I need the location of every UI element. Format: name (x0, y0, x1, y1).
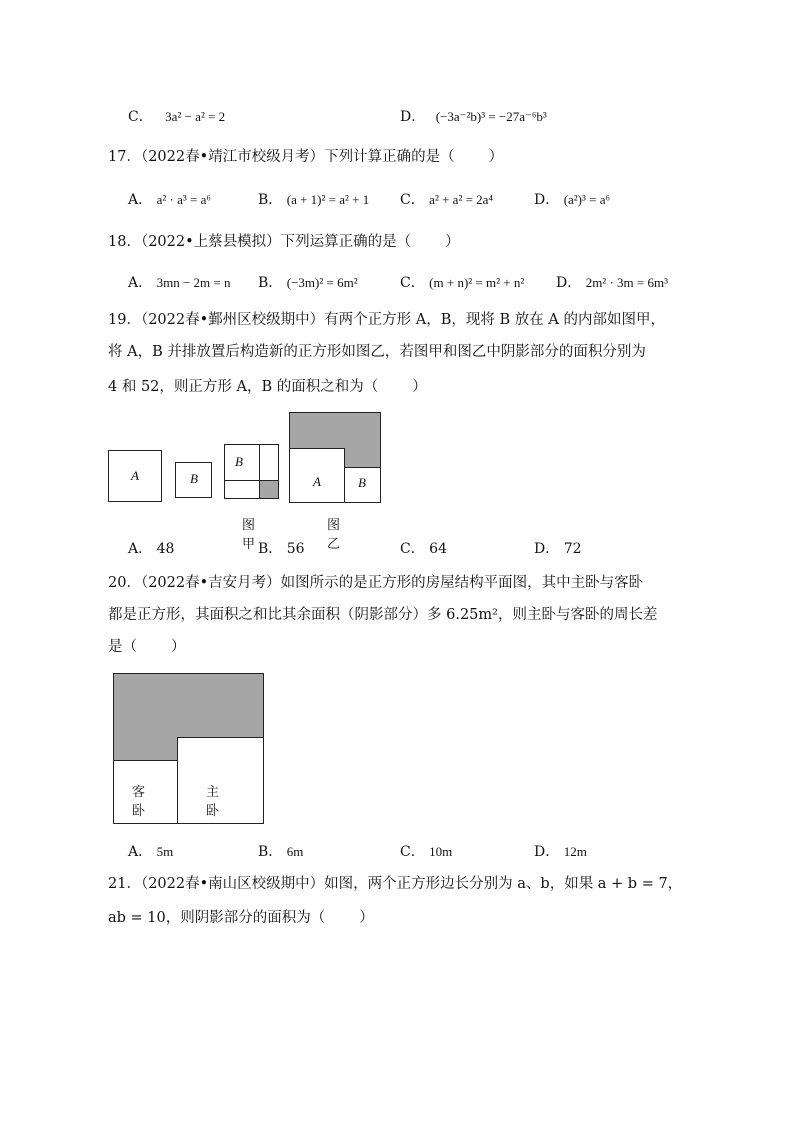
option-label: B． (258, 844, 283, 860)
question-text: 18．（2022•上蔡县模拟）下列运算正确的是（ (108, 234, 412, 250)
answer-paren-close: ） (359, 910, 374, 926)
square-a-label: A (131, 468, 139, 483)
q19-stem-line1: 19．（2022春•鄞州区校级期中）有两个正方形 A，B，现将 B 放在 A 的内部如图甲， (108, 312, 665, 328)
q20-stem-line3 (108, 637, 186, 657)
q19-stem-line3 (108, 377, 427, 397)
figure-yi-caption: 图乙 (327, 518, 341, 552)
option-math: 2m² · 3m = 6m³ (585, 275, 668, 290)
question-text: 4 和 52，则正方形 A，B 的面积之和为（ (108, 379, 379, 395)
figure-jia-divider-v (259, 444, 260, 499)
guest-bedroom (113, 760, 178, 824)
option-label: A． (128, 192, 153, 208)
q16-option-c (128, 107, 225, 127)
option-label: B． (258, 275, 283, 291)
q20-option-a (128, 842, 173, 862)
option-label: B． (258, 541, 283, 557)
q19-option-a (128, 539, 174, 559)
option-value: 10m (429, 844, 453, 859)
option-label: A． (128, 844, 153, 860)
option-label: D． (534, 192, 560, 208)
option-math: (a + 1)² = a² + 1 (286, 192, 370, 207)
option-math: (−3m)² = 6m² (286, 275, 358, 290)
figure-jia-b-label: B (235, 454, 243, 469)
option-math: a² + a² = 2a⁴ (429, 192, 493, 207)
q19-option-b (258, 539, 305, 559)
option-value: 5m (156, 844, 174, 859)
q16-option-d (400, 107, 547, 127)
q17-stem (108, 147, 503, 167)
option-value: 6m (286, 844, 304, 859)
option-label: C． (400, 844, 425, 860)
q18-option-c (400, 273, 524, 293)
answer-paren-close: ） (445, 234, 460, 250)
q17-option-a (128, 190, 211, 210)
option-value: 48 (156, 541, 175, 557)
option-label: A． (128, 275, 153, 291)
q17-option-b (258, 190, 369, 210)
master-bedroom-label: 主卧 (206, 785, 220, 819)
q20-stem-line1: 20．（2022春•吉安月考）如图所示的是正方形的房屋结构平面图，其中主卧与客卧 (108, 575, 644, 591)
q21-stem-line2 (108, 908, 374, 928)
option-label: C． (400, 541, 425, 557)
guest-bedroom-label: 客卧 (132, 785, 146, 819)
option-value: 56 (286, 541, 305, 557)
answer-paren-close: ） (412, 379, 427, 395)
figure-yi-a-label: A (313, 474, 321, 489)
q18-option-d (556, 273, 668, 293)
option-label: D． (556, 275, 582, 291)
option-value: 72 (563, 541, 582, 557)
question-text: 17．（2022春•靖江市校级月考）下列计算正确的是（ (108, 149, 455, 165)
q19-option-c (400, 539, 447, 559)
q20-option-d (534, 842, 587, 862)
q18-option-b (258, 273, 358, 293)
figure-jia-shaded-region (260, 481, 278, 498)
option-label: D． (400, 109, 426, 125)
q18-stem (108, 232, 460, 252)
option-label: B． (258, 192, 283, 208)
option-math: a² · a³ = a⁶ (156, 192, 211, 207)
master-bedroom (177, 737, 264, 824)
q21-stem-line1: 21．（2022春•南山区校级期中）如图，两个正方形边长分别为 a、b，如果 a + b = 7， (108, 876, 683, 892)
option-label: C． (400, 192, 425, 208)
option-math: (m + n)² = m² + n² (429, 275, 525, 290)
question-text: 是（ (108, 639, 137, 655)
q18-option-a (128, 273, 230, 293)
answer-paren-close: ） (171, 639, 186, 655)
option-label: D． (534, 541, 560, 557)
q20-option-c (400, 842, 452, 862)
q19-option-d (534, 539, 582, 559)
q19-stem-line2: 将 A，B 并排放置后构造新的正方形如图乙，若图甲和图乙中阴影部分的面积分别为 (108, 344, 646, 360)
q20-option-b (258, 842, 303, 862)
option-math: (−3a⁻²b)³ = −27a⁻⁶b³ (435, 109, 547, 124)
square-b-label: B (190, 471, 198, 486)
answer-paren-close: ） (488, 149, 504, 165)
option-value: 12m (563, 844, 587, 859)
figure-yi-b-label: B (358, 475, 366, 490)
figure-jia-caption: 图甲 (242, 518, 256, 552)
option-math: (a²)³ = a⁶ (563, 192, 611, 207)
option-math: 3a² − a² = 2 (165, 109, 226, 124)
q17-option-c (400, 190, 493, 210)
option-value: 64 (429, 541, 447, 557)
option-label: D． (534, 844, 560, 860)
option-label: C． (128, 109, 153, 125)
question-text: ab = 10，则阴影部分的面积为（ (108, 910, 326, 926)
option-math: 3mn − 2m = n (156, 275, 231, 290)
option-label: C． (400, 275, 425, 291)
q20-stem-line2: 都是正方形，其面积之和比其余面积（阴影部分）多 6.25m²，则主卧与客卧的周长差 (108, 607, 658, 623)
figure-jia-divider-h (224, 480, 279, 481)
option-label: A． (128, 541, 153, 557)
q17-option-d (534, 190, 610, 210)
